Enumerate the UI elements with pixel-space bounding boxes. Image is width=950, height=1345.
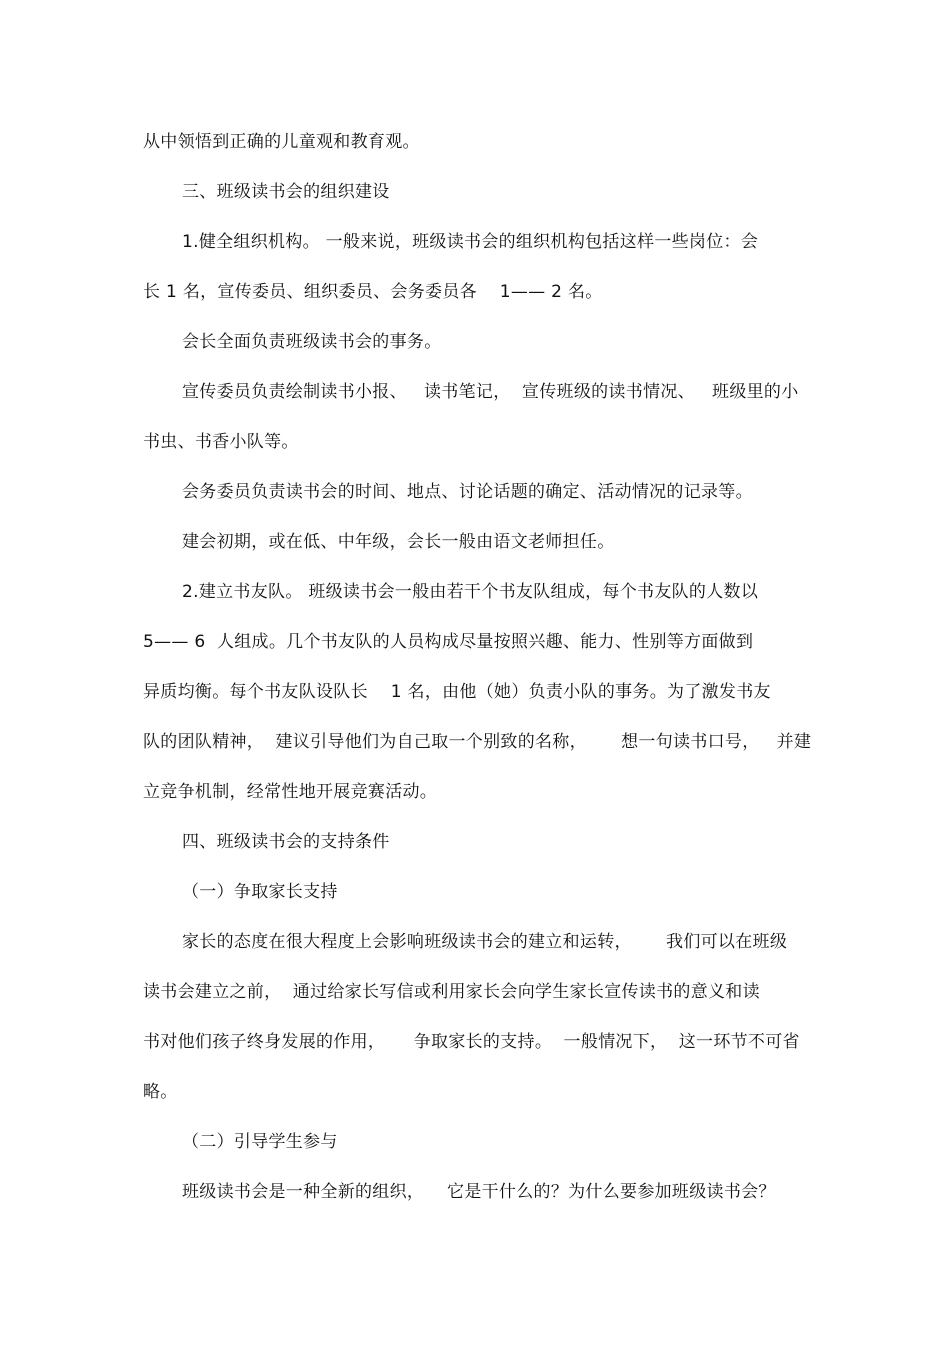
- text-line: 书对他们孩子终身发展的作用， 争取家长的支持。 一般情况下， 这一环节不可省: [143, 1032, 800, 1052]
- text-line: 2.建立书友队。 班级读书会一般由若干个书友队组成，每个书友队的人数以: [182, 582, 759, 602]
- text-line: 读书会建立之前， 通过给家长写信或利用家长会向学生家长宣传读书的意义和读: [143, 982, 760, 1002]
- text-line: 会务委员负责读书会的时间、地点、讨论话题的确定、活动情况的记录等。: [182, 482, 753, 502]
- text-line: 1.健全组织机构。 一般来说，班级读书会的组织机构包括这样一些岗位：会: [182, 232, 759, 252]
- text-line: 建会初期，或在低、中年级，会长一般由语文老师担任。: [182, 532, 615, 552]
- subsection-heading: （一）争取家长支持: [182, 882, 338, 902]
- section-heading: 四、班级读书会的支持条件: [182, 832, 390, 852]
- text-line: 会长全面负责班级读书会的事务。: [182, 332, 442, 352]
- text-line: 书虫、书香小队等。: [143, 432, 299, 452]
- text-line: 队的团队精神， 建议引导他们为自己取一个别致的名称， 想一句读书口号， 并建: [143, 732, 812, 752]
- text-line: 5—— 6 人组成。几个书友队的人员构成尽量按照兴趣、能力、性别等方面做到: [143, 632, 754, 652]
- text-line: 异质均衡。每个书友队设队长 1 名，由他（她）负责小队的事务。为了激发书友: [143, 682, 771, 702]
- text-line: 家长的态度在很大程度上会影响班级读书会的建立和运转， 我们可以在班级: [182, 932, 788, 952]
- subsection-heading: （二）引导学生参与: [182, 1132, 338, 1152]
- section-heading: 三、班级读书会的组织建设: [182, 182, 390, 202]
- text-line: 立竞争机制，经常性地开展竞赛活动。: [143, 782, 438, 802]
- text-line: 略。: [143, 1082, 178, 1102]
- text-line: 班级读书会是一种全新的组织， 它是干什么的？为什么要参加班级读书会？: [182, 1182, 776, 1202]
- text-line: 宣传委员负责绘制读书小报、 读书笔记， 宣传班级的读书情况、 班级里的小: [182, 382, 799, 402]
- text-line: 长 1 名，宣传委员、组织委员、会务委员各 1—— 2 名。: [143, 282, 603, 302]
- text-line: 从中领悟到正确的儿童观和教育观。: [143, 132, 420, 152]
